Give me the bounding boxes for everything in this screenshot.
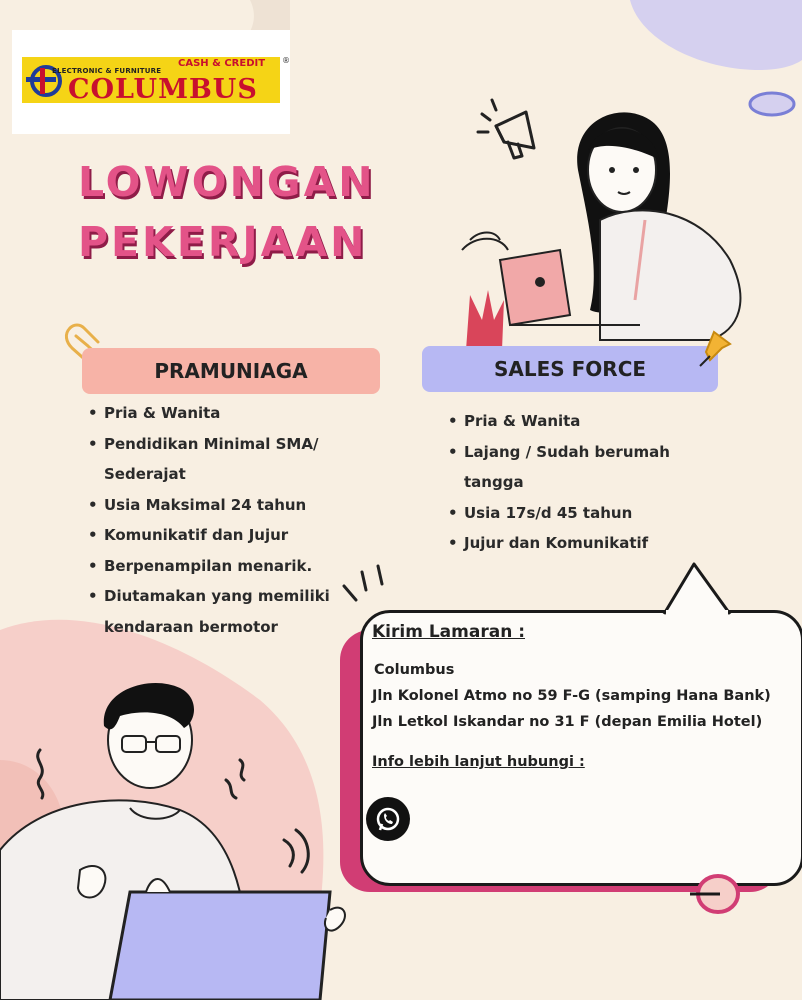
list-item: • Lajang / Sudah berumah tangga [444, 437, 714, 498]
list-item: • Usia 17s/d 45 tahun [444, 498, 714, 529]
logo-brand: COLUMBUS [68, 74, 258, 105]
whatsapp-icon[interactable] [366, 797, 410, 841]
company-name: Columbus [374, 662, 455, 678]
contact-heading: Kirim Lamaran : [372, 622, 526, 642]
logo-tagline: ELECTRONIC & FURNITURE [52, 67, 162, 75]
page-title-line1: LOWONGAN [78, 158, 376, 206]
man-laptop-illustration [0, 670, 360, 1000]
list-item: • Pendidikan Minimal SMA/ Sederajat [84, 429, 354, 490]
list-item: • Diutamakan yang memiliki kendaraan bermotor [84, 581, 354, 642]
logo-registered-mark: ® [282, 56, 290, 65]
pramuniaga-requirements [84, 398, 354, 642]
list-item: • Usia Maksimal 24 tahun [84, 490, 354, 521]
woman-laptop-illustration [460, 100, 760, 350]
list-item: • Komunikatif dan Jujur [84, 520, 354, 551]
job-title-pramuniaga: PRAMUNIAGA [82, 348, 380, 394]
info-label: Info lebih lanjut hubungi : [372, 754, 585, 770]
page-title-line2: PEKERJAAN [78, 218, 368, 266]
speech-bubble-tail [660, 560, 740, 616]
ring-decoration [690, 870, 750, 920]
address-line-2: Jln Letkol Iskandar no 31 F (depan Emilia Hotel) [372, 714, 763, 730]
logo-cash-credit: CASH & CREDIT [178, 58, 266, 69]
list-item: • Berpenampilan menarik. [84, 551, 354, 582]
address-line-1: Jln Kolonel Atmo no 59 F-G (samping Hana Bank) [372, 688, 771, 704]
sales-force-requirements [444, 406, 714, 559]
job-title-sales-force: SALES FORCE [422, 346, 718, 392]
list-item: • Jujur dan Komunikatif [444, 528, 714, 559]
list-item: • Pria & Wanita [444, 406, 714, 437]
contact-box [360, 610, 802, 886]
pushpin-icon [696, 326, 736, 370]
list-item: • Pria & Wanita [84, 398, 354, 429]
